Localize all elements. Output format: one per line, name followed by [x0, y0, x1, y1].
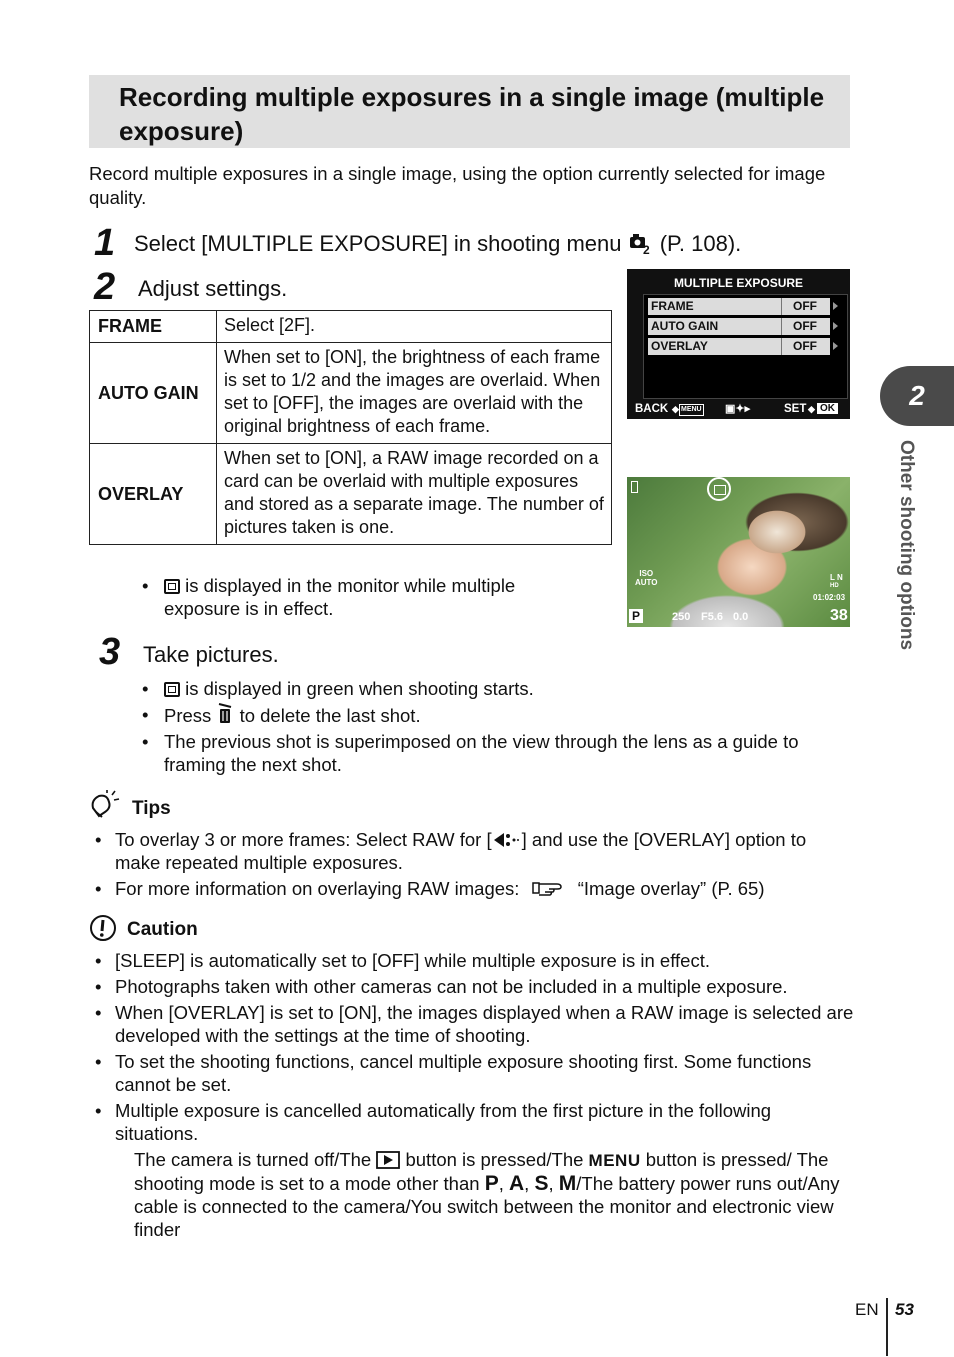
- menu-row: [648, 298, 830, 315]
- list-item: • Photographs taken with other cameras can not be included in a multiple exposure.: [95, 976, 788, 997]
- situation-d: /The battery power runs out/Any cable is connected to the camera/You switch between the monitor and electronic view finder: [134, 1173, 840, 1240]
- situation-c: button is pressed/ The shooting mode is set to a mode other than: [134, 1149, 829, 1194]
- menu-button-label: MENU: [588, 1151, 641, 1170]
- step-1-text-a: Select [MULTIPLE EXPOSURE] in shooting menu: [134, 231, 622, 256]
- menu-row: [648, 338, 830, 355]
- setting-key: FRAME: [90, 311, 217, 343]
- setting-key: AUTO GAIN: [90, 343, 217, 444]
- menu-title: MULTIPLE EXPOSURE: [673, 276, 804, 290]
- table-row: [90, 311, 612, 343]
- caution-heading: Caution: [127, 919, 198, 940]
- situation-b: button is pressed/The: [405, 1149, 584, 1170]
- step-3-note-1: is displayed in green when shooting starts.: [185, 678, 534, 699]
- list-item: • For more information on overlaying RAW images: “Image overlay” (P. 65): [95, 878, 765, 899]
- shutter-speed: 250: [672, 611, 691, 623]
- intro-text: Record multiple exposures in a single image, using the option currently selected for image quality.: [89, 163, 826, 208]
- list-item: • Press to delete the last shot.: [142, 704, 421, 726]
- caution-list: [95, 949, 855, 1241]
- footer-divider: [886, 1298, 888, 1356]
- dial-arrows-icon: ▣✦▸: [725, 403, 751, 415]
- back-label: BACK: [635, 403, 669, 415]
- step-2-notes: [142, 574, 582, 623]
- trash-icon: [216, 703, 234, 725]
- menu-row-value: OFF: [781, 318, 830, 335]
- arrow-icon: ◆: [808, 404, 815, 414]
- page-footer: [855, 1300, 914, 1320]
- mode-p: P: [484, 1172, 499, 1195]
- chapter-title: Other shooting options: [896, 440, 917, 651]
- tip-1a: To overlay 3 or more frames: Select RAW for [: [115, 829, 492, 850]
- cancel-situations: The camera is turned off/The button is pressed/The MENU button is pressed/ The shooting mode is set to a mode other than P, A, S, M/The battery power runs out/Any cable is connected to the camera/You switch between the monitor and electronic view finder: [134, 1149, 840, 1240]
- page-title: Recording multiple exposures in a single image (multiple exposure): [119, 82, 825, 146]
- arrow-right-icon: [833, 342, 838, 350]
- tips-heading: Tips: [132, 798, 171, 819]
- list-item: • [SLEEP] is automatically set to [OFF] while multiple exposure is in effect.: [95, 950, 710, 971]
- menu-footer: [627, 400, 850, 418]
- step-3-text: Take pictures.: [143, 642, 279, 667]
- caution-icon: [89, 914, 117, 942]
- menu-panel: [643, 294, 848, 399]
- step-3-number: 3: [99, 631, 121, 673]
- step-2-text: Adjust settings.: [138, 276, 288, 301]
- iso-indicator: [635, 569, 658, 587]
- arrow-right-icon: [833, 302, 838, 310]
- menu-row: [648, 318, 830, 335]
- caution-item: Multiple exposure is cancelled automatically from the first picture in the following situations.: [115, 1100, 772, 1144]
- iso-value: AUTO: [635, 578, 658, 587]
- caution-item: To set the shooting functions, cancel multiple exposure shooting first. Some functions cannot be set.: [115, 1051, 812, 1095]
- caution-item: [SLEEP] is automatically set to [OFF] while multiple exposure is in effect.: [115, 950, 710, 971]
- time-remaining: 01:02:03: [813, 593, 846, 602]
- menu-row-label: OVERLAY: [651, 339, 708, 353]
- settings-table: [89, 310, 612, 545]
- step-2-number: 2: [94, 266, 116, 308]
- battery-icon: [631, 481, 638, 493]
- menu-row-value: OFF: [781, 338, 830, 355]
- back-key: MENU: [679, 404, 704, 416]
- arrow-icon: ◆: [672, 404, 679, 414]
- tips-icon: [87, 790, 123, 820]
- set-label: SET: [784, 403, 807, 415]
- multiple-exposure-icon: [164, 682, 180, 697]
- setting-value: Select [2F].: [217, 311, 612, 343]
- shooting-mode: P: [629, 609, 643, 623]
- mode-s: S: [534, 1172, 549, 1195]
- list-item: • is displayed in green when shooting starts.: [142, 678, 534, 699]
- mode-a: A: [509, 1172, 525, 1195]
- multiple-exposure-indicator-icon: [707, 477, 731, 501]
- menu-row-label: FRAME: [651, 299, 694, 313]
- mode-m: M: [558, 1172, 577, 1195]
- step-3-note-2a: Press: [164, 705, 212, 726]
- tip-1b: ] and use the [OVERLAY] option to make repeated multiple exposures.: [115, 829, 807, 873]
- quality-indicator: L N: [830, 573, 843, 582]
- exposure-comp: 0.0: [733, 611, 749, 623]
- aperture: F5.6: [701, 611, 724, 623]
- list-item: • is displayed in the monitor while multiple exposure is in effect.: [142, 575, 516, 619]
- step-3-note-3: The previous shot is superimposed on the view through the lens as a guide to framing the next shot.: [164, 731, 799, 775]
- hd-indicator: HD: [830, 583, 839, 589]
- table-row: [90, 343, 612, 444]
- reference-hand-icon: [531, 879, 567, 897]
- step-1-number: 1: [94, 222, 116, 264]
- svg-text:2: 2: [642, 243, 650, 255]
- step-2-note: is displayed in the monitor while multiple exposure is in effect.: [164, 575, 516, 619]
- step-3-notes: [142, 677, 852, 779]
- table-row: [90, 444, 612, 545]
- tip-2a: For more information on overlaying RAW images:: [115, 878, 520, 899]
- language-label: EN: [855, 1300, 879, 1319]
- step-1-text-b: (P. 108).: [659, 231, 742, 256]
- image-quality-icon: [492, 831, 522, 849]
- list-item: • The previous shot is superimposed on the view through the lens as a guide to framing the next shot.: [142, 731, 799, 775]
- multiple-exposure-icon: [164, 579, 180, 594]
- page-number: 53: [895, 1300, 914, 1319]
- arrow-right-icon: [833, 322, 838, 330]
- title-band: [89, 75, 850, 148]
- setting-value: When set to [ON], a RAW image recorded on a card can be overlaid with multiple exposures and stored as a separate image. The number of pictures taken is one.: [217, 444, 612, 545]
- menu-screenshot: [627, 269, 850, 419]
- menu-row-label: AUTO GAIN: [651, 319, 719, 333]
- playback-button-icon: [376, 1151, 400, 1169]
- live-view-photo: [627, 477, 850, 627]
- iso-label: ISO: [639, 569, 654, 578]
- set-key: OK: [817, 403, 838, 414]
- list-item: • When [OVERLAY] is set to [ON], the images displayed when a RAW image is selected are developed with the settings at the time of shooting.: [95, 1002, 854, 1046]
- tips-list: [95, 828, 855, 903]
- menu-row-value: OFF: [781, 298, 830, 315]
- setting-value: When set to [ON], the brightness of each frame is set to 1/2 and the images are overlaid. When set to [OFF], the images are overlaid with the original brightness of each frame.: [217, 343, 612, 444]
- situation-a: The camera is turned off/The: [134, 1149, 372, 1170]
- setting-key: OVERLAY: [90, 444, 217, 545]
- shots-remaining: 38: [830, 607, 848, 624]
- list-item: • To set the shooting functions, cancel multiple exposure shooting first. Some functions cannot be set.: [95, 1051, 812, 1095]
- shooting-menu-2-icon: [628, 231, 654, 255]
- step-1-text: [134, 231, 741, 257]
- caution-item: Photographs taken with other cameras can not be included in a multiple exposure.: [115, 976, 788, 997]
- tip-2b: “Image overlay” (P. 65): [577, 878, 765, 899]
- caution-item: When [OVERLAY] is set to [ON], the images displayed when a RAW image is selected are developed with the settings at the time of shooting.: [115, 1002, 854, 1046]
- step-3-note-2b: to delete the last shot.: [239, 705, 421, 726]
- list-item: • To overlay 3 or more frames: Select RAW for [ ] and use the [OVERLAY] option to make repeated multiple exposures.: [95, 829, 807, 873]
- chapter-tab: 2: [880, 366, 954, 426]
- list-item: • Multiple exposure is cancelled automatically from the first picture in the following situations.: [95, 1100, 772, 1144]
